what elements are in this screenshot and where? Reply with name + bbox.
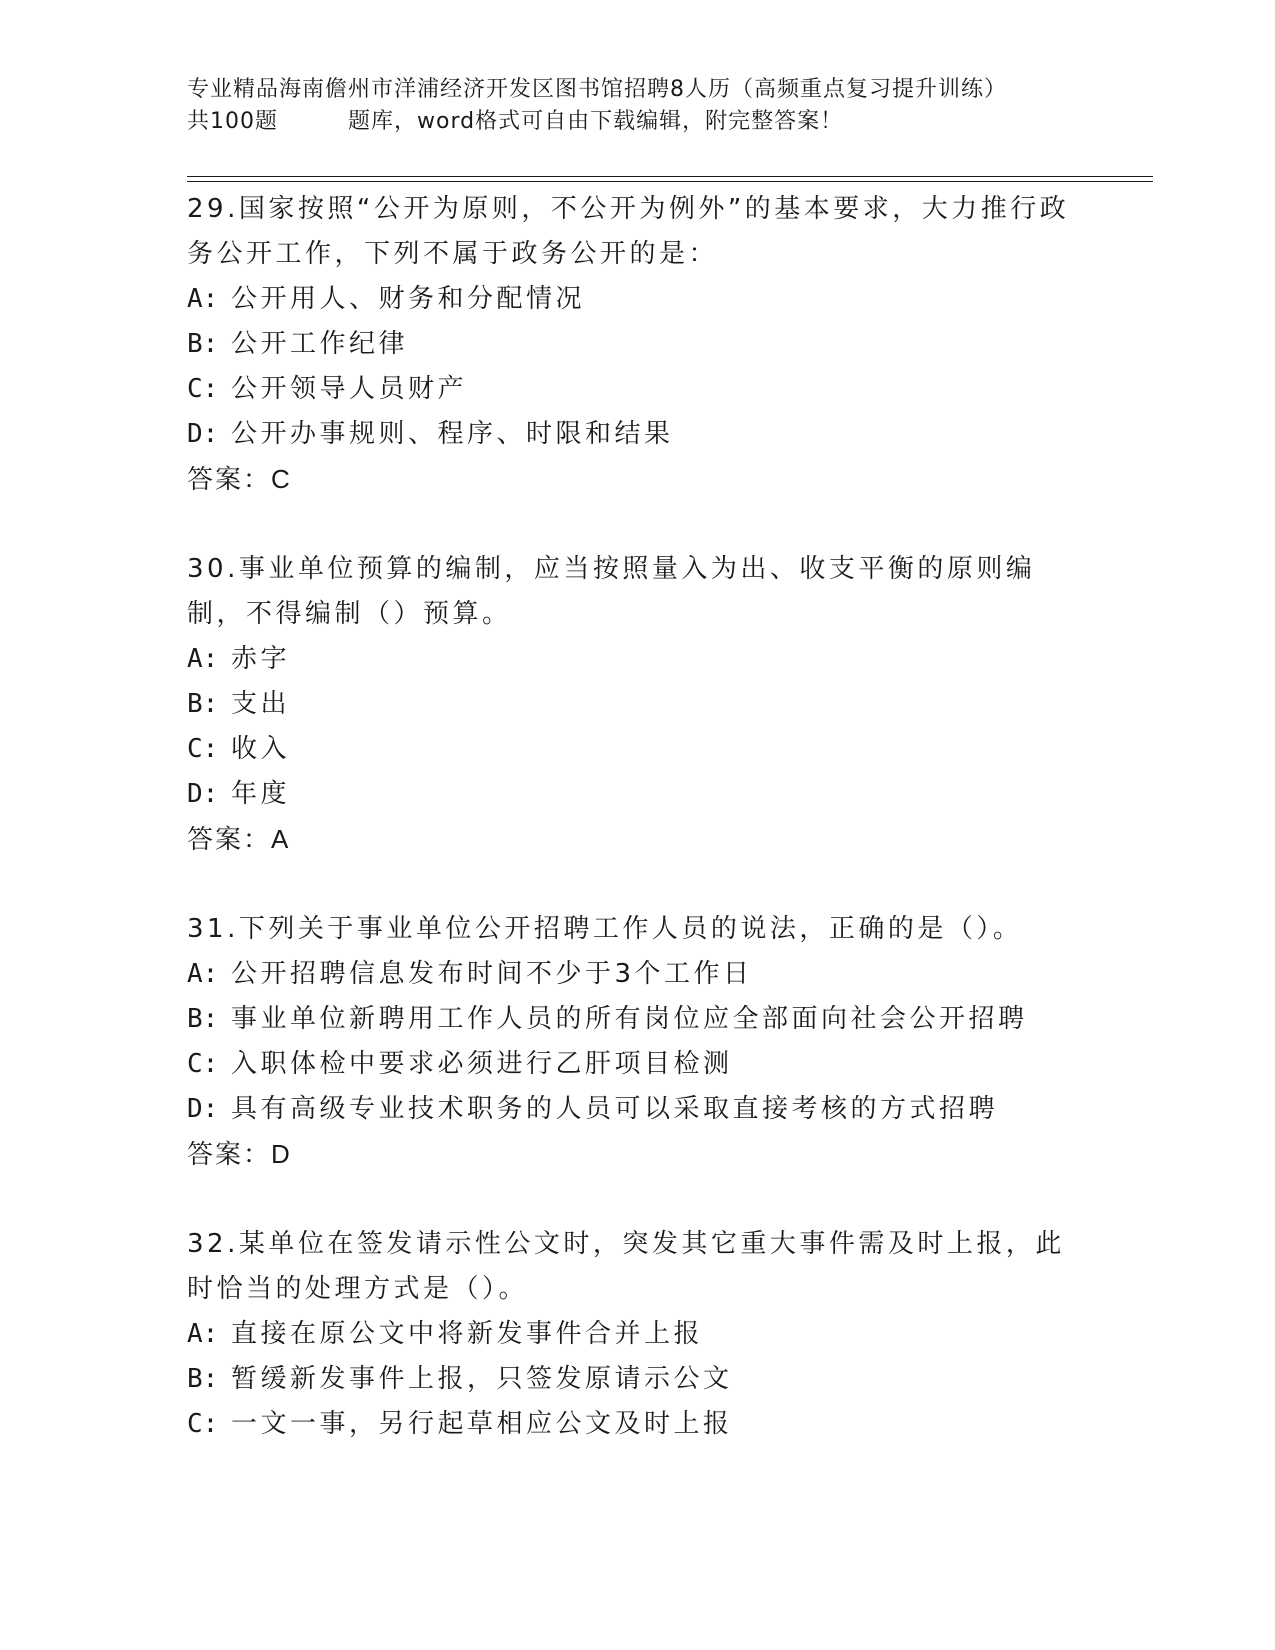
option-a xyxy=(187,277,1087,322)
question-30 xyxy=(187,547,1087,863)
question-stem: 32.某单位在签发请示性公文时，突发其它重大事件需及时上报，此时恰当的处理方式是（）。 xyxy=(187,1229,1065,1304)
option-letter: D: xyxy=(187,419,219,449)
option-letter: B: xyxy=(187,329,219,359)
answer-value: A xyxy=(271,824,291,854)
option-letter: B: xyxy=(187,689,219,719)
option-text: 事业单位新聘用工作人员的所有岗位应全部面向社会公开招聘 xyxy=(231,1004,1028,1034)
option-letter: C: xyxy=(187,734,219,764)
option-letter: B: xyxy=(187,1364,219,1394)
option-letter: C: xyxy=(187,374,219,404)
option-text: 一文一事，另行起草相应公文及时上报 xyxy=(231,1409,733,1439)
question-list xyxy=(187,187,1087,1491)
option-letter: D: xyxy=(187,1094,219,1124)
question-31 xyxy=(187,907,1087,1178)
option-letter: A: xyxy=(187,1319,219,1349)
option-text: 公开领导人员财产 xyxy=(231,374,468,404)
question-stem: 31.下列关于事业单位公开招聘工作人员的说法，正确的是（）。 xyxy=(187,914,1023,944)
option-text: 公开工作纪律 xyxy=(231,329,409,359)
option-c xyxy=(187,367,1087,412)
answer-line xyxy=(187,817,1087,863)
option-b xyxy=(187,682,1087,727)
option-letter: A: xyxy=(187,959,219,989)
answer-line xyxy=(187,457,1087,503)
answer-value: C xyxy=(271,464,292,494)
option-text: 公开办事规则、程序、时限和结果 xyxy=(231,419,674,449)
header-description: 题库，word格式可自由下载编辑，附完整答案！ xyxy=(348,109,844,134)
answer-value: D xyxy=(271,1139,292,1169)
question-stem: 30.事业单位预算的编制，应当按照量入为出、收支平衡的原则编制，不得编制（）预算。 xyxy=(187,554,1036,629)
document-header xyxy=(187,74,1087,138)
option-a xyxy=(187,952,1087,997)
header-title-line: 专业精品海南儋州市洋浦经济开发区图书馆招聘8人历（高频重点复习提升训练） xyxy=(187,77,1007,102)
option-b xyxy=(187,997,1087,1042)
option-letter: B: xyxy=(187,1004,219,1034)
option-letter: C: xyxy=(187,1049,219,1079)
option-d xyxy=(187,412,1087,457)
question-count: 共100题 xyxy=(187,109,278,134)
option-c xyxy=(187,1042,1087,1087)
answer-label: 答案： xyxy=(187,465,272,495)
answer-label: 答案： xyxy=(187,825,272,855)
option-a xyxy=(187,1312,1087,1357)
header-divider-bottom xyxy=(187,181,1153,182)
option-d xyxy=(187,1087,1087,1132)
question-29 xyxy=(187,187,1087,503)
option-text: 公开用人、财务和分配情况 xyxy=(231,284,586,314)
option-a xyxy=(187,637,1087,682)
question-stem: 29.国家按照“公开为原则，不公开为例外”的基本要求，大力推行政务公开工作，下列不属于政务公开的是： xyxy=(187,194,1070,269)
option-text: 赤字 xyxy=(231,644,291,674)
option-text: 暂缓新发事件上报，只签发原请示公文 xyxy=(231,1364,733,1394)
option-text: 支出 xyxy=(231,689,291,719)
option-c xyxy=(187,727,1087,772)
option-d xyxy=(187,772,1087,817)
option-b xyxy=(187,322,1087,367)
header-divider-top xyxy=(187,176,1153,177)
question-32 xyxy=(187,1222,1087,1447)
option-text: 直接在原公文中将新发事件合并上报 xyxy=(231,1319,704,1349)
answer-label: 答案： xyxy=(187,1140,272,1170)
option-letter: C: xyxy=(187,1409,219,1439)
option-text: 公开招聘信息发布时间不少于3个工作日 xyxy=(231,959,753,989)
option-letter: D: xyxy=(187,779,219,809)
option-text: 收入 xyxy=(231,734,291,764)
option-c xyxy=(187,1402,1087,1447)
option-letter: A: xyxy=(187,284,219,314)
option-b xyxy=(187,1357,1087,1402)
option-letter: A: xyxy=(187,644,219,674)
option-text: 具有高级专业技术职务的人员可以采取直接考核的方式招聘 xyxy=(231,1094,999,1124)
answer-line xyxy=(187,1132,1087,1178)
header-subtitle-line xyxy=(187,106,1087,138)
option-text: 年度 xyxy=(231,779,291,809)
option-text: 入职体检中要求必须进行乙肝项目检测 xyxy=(231,1049,733,1079)
